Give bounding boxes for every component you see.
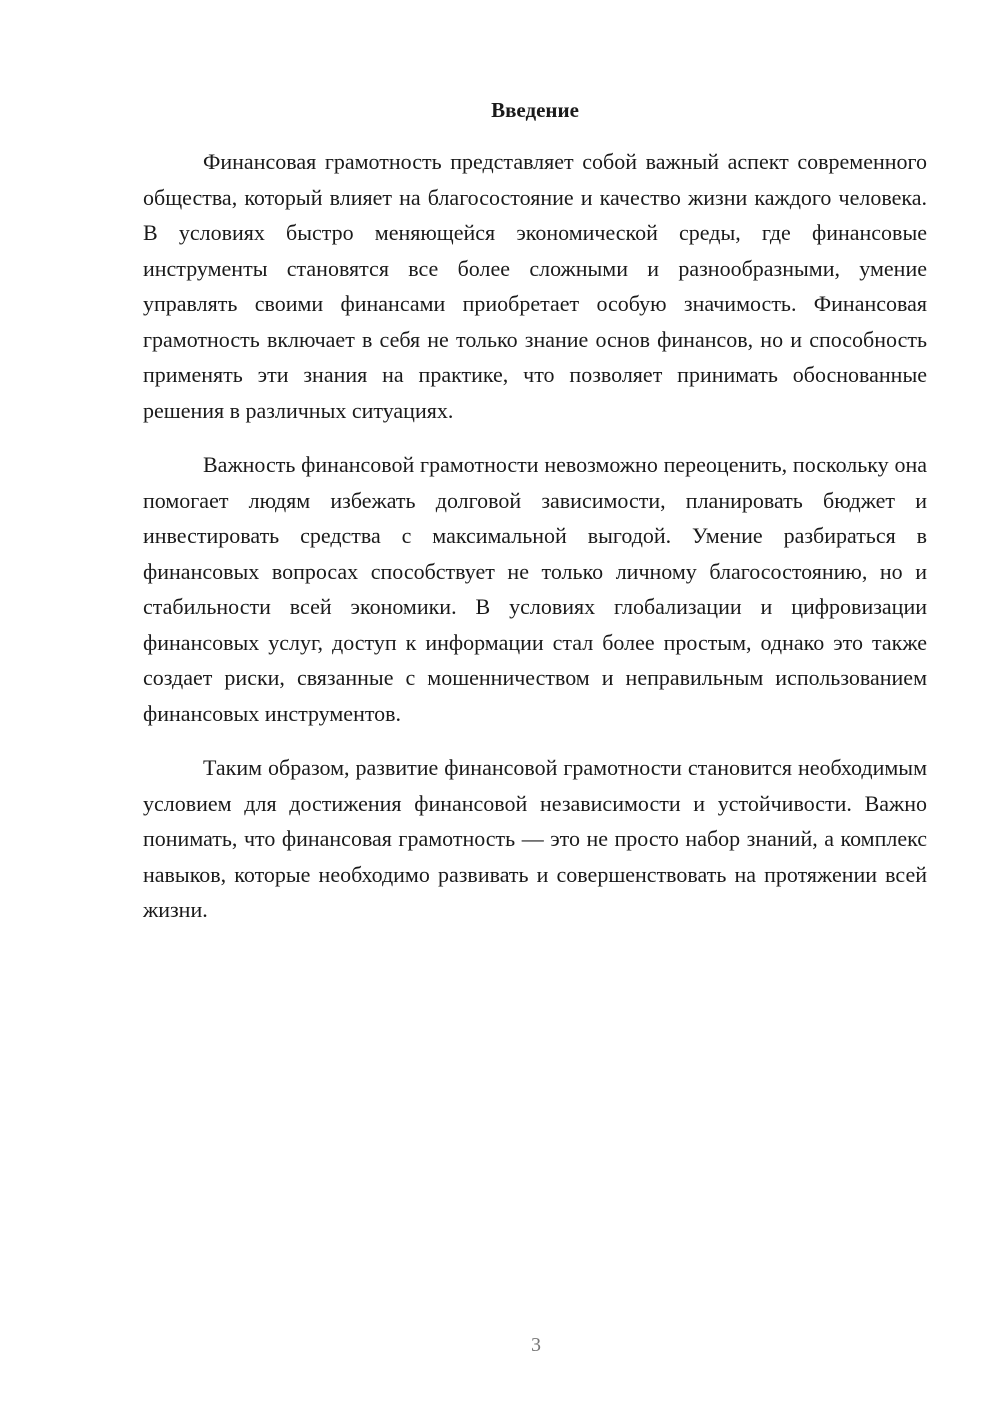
page-number: 3: [531, 1334, 541, 1356]
paragraph-2: Важность финансовой грамотности невозможно переоценить, поскольку она помогает людям избежать долговой зависимости, планировать бюджет и инвестировать средства с максимальной выгодой. Умение разбираться в финансовых вопросах способствует не только личному благосостоянию, но и стабильности всей экономики. В условиях глобализации и цифровизации финансовых услуг, доступ к информации стал более простым, однако это также создает риски, связанные с мошенничеством и неправильным использованием финансовых инструментов.: [143, 452, 927, 726]
paragraph-3: Таким образом, развитие финансовой грамотности становится необходимым условием для достижения финансовой независимости и устойчивости. Важно понимать, что финансовая грамотность — это не просто набор знаний, а комплекс навыков, которые необходимо развивать и совершенствовать на протяжении всей жизни.: [143, 755, 927, 922]
page-content: [143, 96, 927, 947]
section-title: Введение: [491, 98, 579, 122]
paragraph-1: Финансовая грамотность представляет собой важный аспект современного общества, который влияет на благосостояние и качество жизни каждого человека. В условиях быстро меняющейся экономической среды, где финансовые инструменты становятся все более сложными и разнообразными, умение управлять своими финансами приобретает особую значимость. Финансовая грамотность включает в себя не только знание основ финансов, но и способность применять эти знания на практике, что позволяет принимать обоснованные решения в различных ситуациях.: [143, 149, 927, 423]
